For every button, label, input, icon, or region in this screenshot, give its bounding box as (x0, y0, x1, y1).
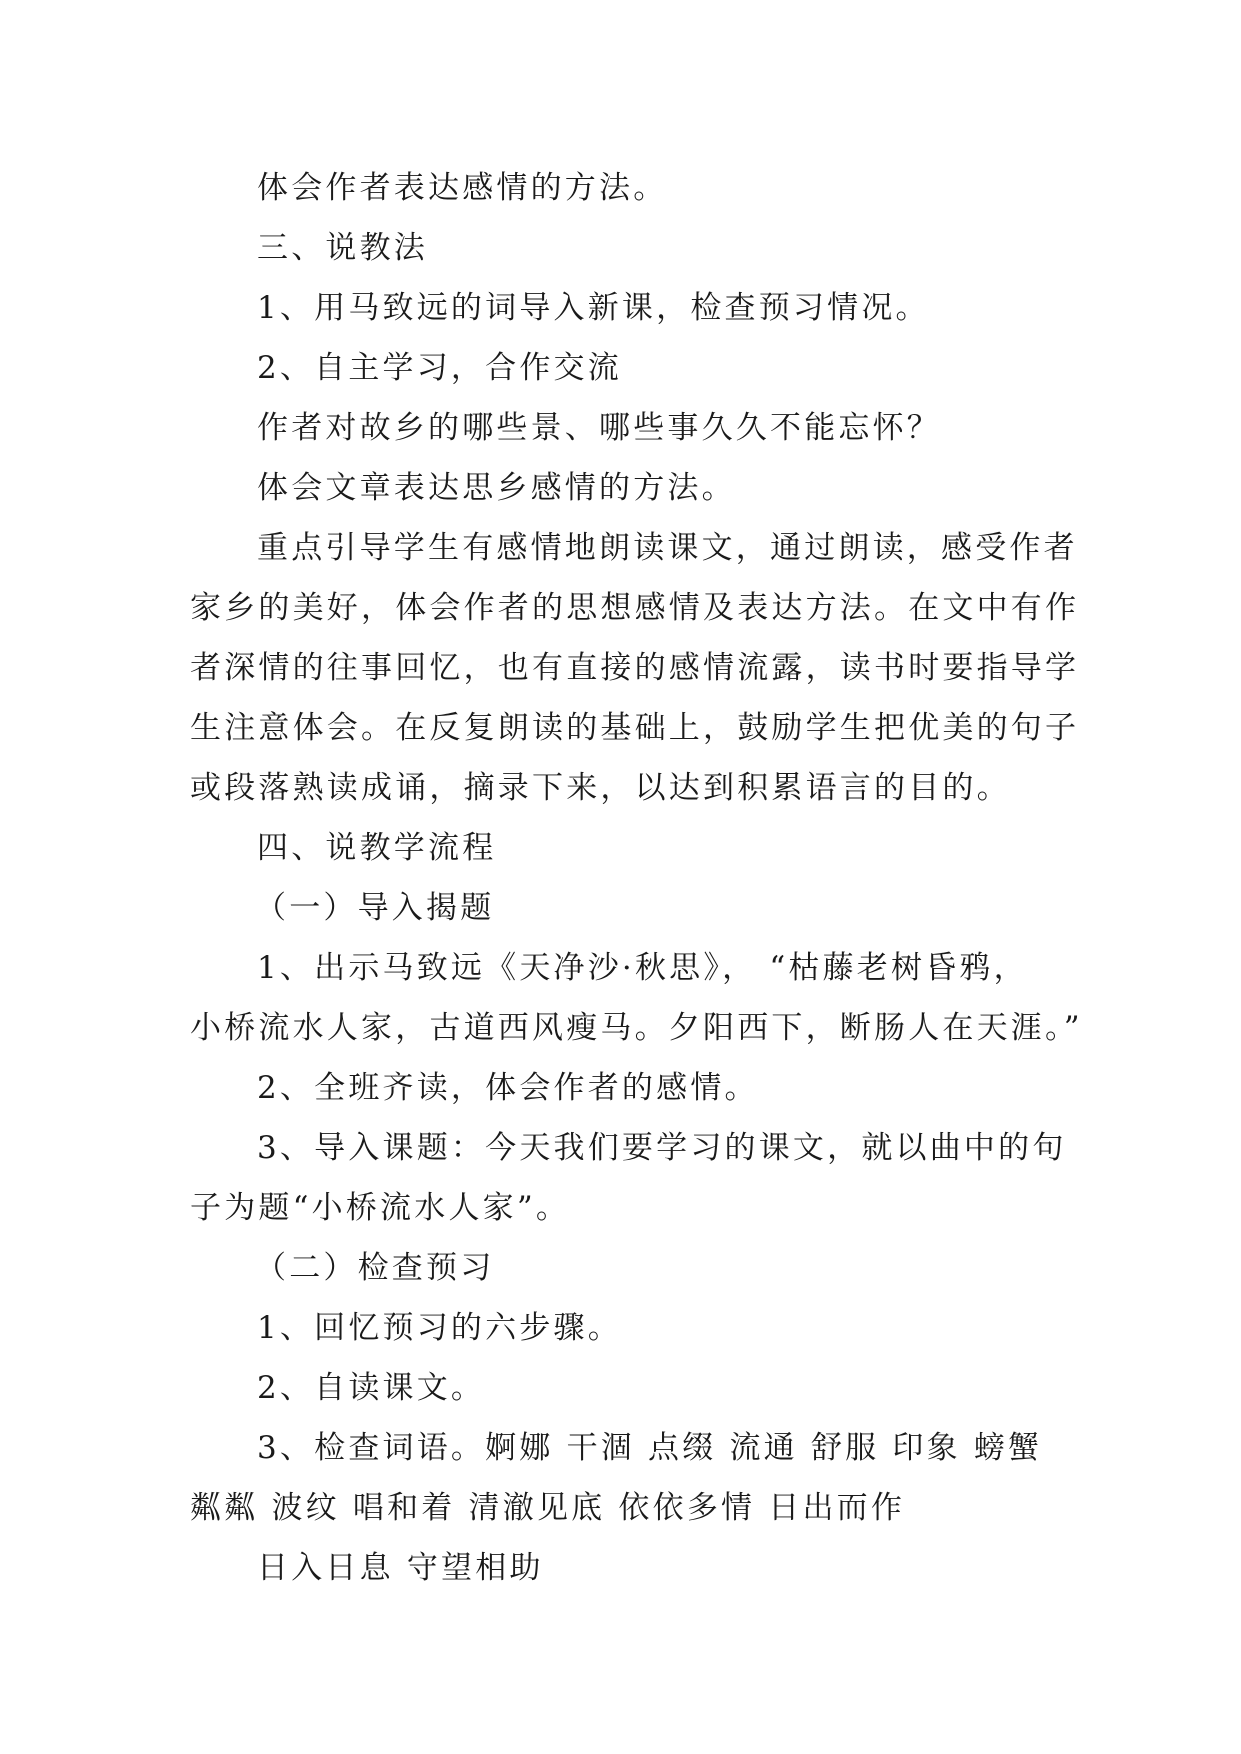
paragraph-line: 家乡的美好，体会作者的思想感情及表达方法。在文中有作 (190, 590, 1080, 626)
subsection-heading: （一）导入揭题 (255, 890, 495, 926)
text-line: 1、回忆预习的六步骤。 (257, 1310, 622, 1346)
subsection-heading: （二）检查预习 (255, 1250, 495, 1286)
text-line: 1、用马致远的词导入新课，检查预习情况。 (257, 290, 930, 326)
text-line: 2、全班齐读，体会作者的感情。 (257, 1070, 759, 1106)
paragraph-line: 生注意体会。在反复朗读的基础上，鼓励学生把优美的句子 (190, 710, 1080, 746)
paragraph-line: 或段落熟读成诵，摘录下来，以达到积累语言的目的。 (190, 770, 1011, 806)
section-heading: 四、说教学流程 (257, 830, 497, 866)
text-line: 1、出示马致远《天净沙·秋思》， “枯藤老树昏鸦， (257, 950, 1028, 986)
text-line: 3、导入课题：今天我们要学习的课文，就以曲中的句 (257, 1130, 1067, 1166)
text-line: 体会作者表达感情的方法。 (257, 170, 668, 206)
paragraph-line: 者深情的往事回忆，也有直接的感情流露，读书时要指导学 (190, 650, 1080, 686)
text-line: 小桥流水人家，古道西风瘦马。夕阳西下，断肠人在天涯。” (190, 1010, 1083, 1046)
text-line: 日入日息 守望相助 (257, 1550, 544, 1586)
text-line: 子为题“小桥流水人家”。 (190, 1190, 571, 1226)
text-line: 2、自读课文。 (257, 1370, 486, 1406)
text-line: 3、检查词语。婀娜 干涸 点缀 流通 舒服 印象 螃蟹 (257, 1430, 1043, 1466)
text-line: 2、自主学习，合作交流 (257, 350, 622, 386)
document-body (190, 158, 1083, 1598)
paragraph-line: 重点引导学生有感情地朗读课文，通过朗读，感受作者 (257, 530, 1078, 566)
text-line: 粼粼 波纹 唱和着 清澈见底 依依多情 日出而作 (190, 1490, 906, 1526)
text-line: 作者对故乡的哪些景、哪些事久久不能忘怀？ (257, 410, 941, 446)
section-heading: 三、说教法 (257, 230, 428, 266)
text-line: 体会文章表达思乡感情的方法。 (257, 470, 736, 506)
